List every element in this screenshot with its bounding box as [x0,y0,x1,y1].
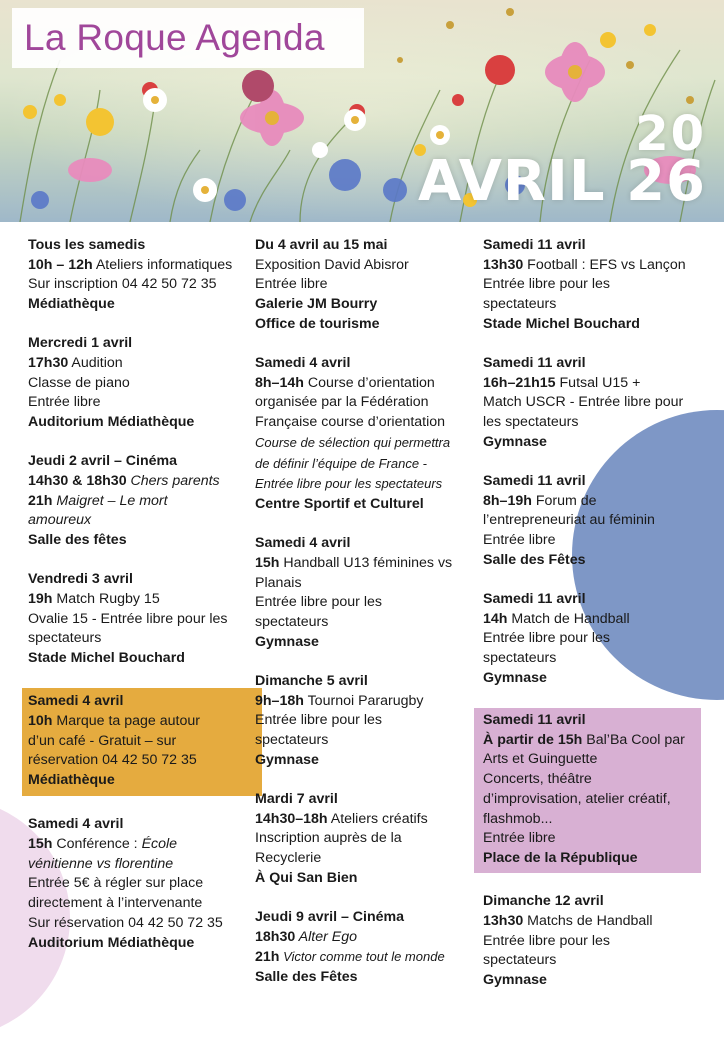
event-italic-text: Maigret – Le mort [52,492,168,509]
event-text: Concerts, théâtre [483,771,592,788]
event-italic-text: Entrée libre pour les spectateurs [255,476,443,492]
event-strong-text: Mercredi 1 avril [28,335,133,352]
event-text: Entrée libre [255,276,328,293]
event-strong-text: Gymnase [255,633,319,650]
event-strong-text: 16h–21h15 [483,374,556,391]
event-text: Conférence : [52,836,142,853]
event-strong-text: Salle des Fêtes [255,969,358,985]
event-text: réservation 04 42 50 72 35 [28,752,197,769]
event-line [28,751,262,771]
agenda-event [483,236,705,335]
event-strong-text: 14h30 & 18h30 [28,473,127,490]
event-text: Futsal U15 + [555,374,641,391]
event-strong-text: 13h30 [483,912,524,929]
event-strong-text: Gymnase [255,751,319,768]
event-strong-text: 10h – 12h [28,256,93,273]
event-strong-text: Dimanche 12 avril [483,893,604,910]
event-line [483,810,701,830]
event-line [483,354,705,374]
event-line [255,315,477,335]
event-line [483,275,705,295]
agenda-event [483,472,705,571]
event-text: Sur inscription 04 42 50 72 35 [28,276,217,293]
event-line [483,912,705,932]
event-line [28,354,250,374]
event-line [483,413,705,433]
event-line [255,295,477,315]
event-text: Course d’orientation [303,374,435,391]
event-line [28,236,250,256]
event-line [28,295,250,315]
event-line [255,869,477,889]
event-line [483,433,705,453]
event-line [28,855,250,875]
event-text: Entrée libre [483,830,556,847]
agenda-event [28,334,250,433]
event-line [255,236,477,256]
event-text: Entrée libre pour les [483,276,610,293]
event-line [483,236,705,256]
event-text: l’entrepreneuriat au féminin [483,512,655,529]
event-strong-text: 10h [28,713,53,730]
event-text: Exposition David Abisror [255,256,409,273]
event-line [255,731,477,751]
event-line [255,947,477,968]
event-line [255,633,477,653]
event-line [255,810,477,830]
event-line [255,534,477,554]
event-text: spectateurs [483,296,557,313]
event-text: Française course d’orientation [255,414,446,431]
event-line [255,751,477,771]
event-line [255,613,477,633]
event-line [255,928,477,948]
event-line [483,892,705,912]
event-italic-text: vénitienne vs florentine [28,855,174,872]
event-line [28,894,250,914]
event-text: organisée par la Fédération [255,394,429,411]
event-strong-text: 18h30 [255,928,296,945]
event-strong-text: Stade Michel Bouchard [483,315,640,332]
event-italic-text: amoureux [28,512,92,529]
event-strong-text: 13h30 [483,256,524,273]
event-line [483,629,705,649]
event-line [483,551,705,571]
event-italic-text: Chers parents [126,473,220,490]
event-line [255,711,477,731]
event-line [28,511,250,531]
event-line [255,354,477,374]
event-line [255,474,477,495]
event-line [28,590,250,610]
event-line [255,593,477,613]
event-line [28,610,250,630]
event-strong-text: Médiathèque [28,296,115,313]
event-text: Ateliers informatiques [92,256,233,273]
event-text: Audition [68,355,123,372]
event-text: spectateurs [28,630,102,647]
event-text: flashmob... [483,810,553,827]
event-line [483,590,705,610]
event-strong-text: Dimanche 5 avril [255,672,368,689]
event-strong-text: Samedi 4 avril [255,355,351,372]
event-strong-text: Salle des Fêtes [483,551,586,568]
event-text: Recyclerie [255,849,322,866]
agenda-column-3 [483,236,705,1010]
event-line [28,492,250,512]
event-line [255,495,477,515]
event-text: Match de Handball [507,610,630,627]
event-text: Marque ta page autour [52,713,200,730]
event-text: d’improvisation, atelier créatif, [483,790,671,807]
event-line [28,874,250,894]
event-line [28,934,250,954]
event-text: Entrée libre [28,394,101,411]
event-line [28,472,250,492]
event-text: spectateurs [483,952,557,969]
event-strong-text: 8h–19h [483,492,532,509]
event-text: Handball U13 féminines vs [279,554,453,571]
event-line [28,275,250,295]
event-line [255,790,477,810]
month-label: AVRIL [418,149,606,214]
event-strong-text: Place de la République [483,849,638,866]
agenda-event [255,908,477,988]
event-text: Entrée libre [483,532,556,549]
event-line [255,692,477,712]
event-text: Match Rugby 15 [52,591,160,608]
event-text: les spectateurs [483,414,579,431]
event-line [28,452,250,472]
event-strong-text: Office de tourisme [255,315,380,332]
event-strong-text: 21h [255,949,280,966]
event-text: Forum de [531,492,597,509]
event-strong-text: Auditorium Médiathèque [28,934,195,951]
agenda-event [255,790,477,889]
event-line [28,256,250,276]
event-strong-text: Tous les samedis [28,237,146,253]
event-text: spectateurs [255,613,329,630]
event-strong-text: Gymnase [483,972,547,988]
title-box [12,8,364,68]
event-strong-text: Samedi 4 avril [255,535,351,552]
event-line [255,968,477,988]
event-line [483,610,705,630]
event-strong-text: 14h [483,610,508,627]
event-text: spectateurs [483,650,557,667]
event-line [483,295,705,315]
event-strong-text: Du 4 avril au 15 mai [255,237,388,253]
event-line [483,492,705,512]
event-strong-text: Gymnase [483,433,547,450]
agenda-event [483,892,705,991]
event-strong-text: Vendredi 3 avril [28,571,133,588]
event-line [255,413,477,433]
event-text: Entrée 5€ à régler sur place [28,875,204,892]
event-italic-text: Victor comme tout le monde [279,949,445,965]
event-line [255,574,477,594]
agenda-event [28,452,250,551]
agenda-event [255,236,477,335]
event-line [483,790,701,810]
event-text: Entrée libre pour les [255,712,382,729]
event-strong-text: Samedi 4 avril [28,816,124,833]
event-strong-text: Samedi 11 avril [483,355,586,372]
event-line [28,712,262,732]
event-line [483,511,705,531]
event-italic-text: Course de sélection qui permettra [255,434,451,450]
event-text: Match USCR - Entrée libre pour [483,394,684,411]
event-strong-text: 14h30–18h [255,810,328,827]
event-strong-text: Samedi 11 avril [483,591,586,608]
year-bottom: 26 [626,149,706,214]
event-line [28,570,250,590]
event-line [483,374,705,394]
event-strong-text: 17h30 [28,355,69,372]
agenda-event [28,815,250,953]
event-line [255,393,477,413]
event-line [255,672,477,692]
event-strong-text: Samedi 4 avril [28,693,124,710]
event-line [28,835,250,855]
event-strong-text: Médiathèque [28,772,115,789]
event-line [483,531,705,551]
event-line [255,275,477,295]
agenda-event [483,590,705,689]
event-strong-text: Samedi 11 avril [483,712,586,729]
event-line [28,393,250,413]
event-strong-text: Salle des fêtes [28,532,127,549]
event-strong-text: Jeudi 2 avril – Cinéma [28,453,178,470]
event-line [255,908,477,928]
event-text: Bal’Ba Cool par [582,731,685,748]
event-strong-text: Samedi 11 avril [483,237,586,253]
agenda-event [483,354,705,453]
agenda-column-2 [255,236,477,1007]
event-strong-text: 21h [28,492,53,509]
agenda-event [28,236,250,315]
event-line [483,315,705,335]
event-line [483,649,705,669]
event-line [28,692,262,712]
event-strong-text: Stade Michel Bouchard [28,650,185,667]
page-title: La Roque Agenda [24,17,325,58]
agenda-event [255,672,477,771]
event-line [28,413,250,433]
event-strong-text: 19h [28,591,53,608]
event-line [28,531,250,551]
agenda-event [255,534,477,652]
agenda-event [28,570,250,669]
event-line [483,932,705,952]
event-line [483,951,705,971]
event-italic-text: Alter Ego [295,928,358,945]
event-strong-text: 9h–18h [255,692,304,709]
event-text: Entrée libre pour les [255,594,382,611]
highlighted-event [22,688,262,796]
event-text: Inscription auprès de la [255,830,402,847]
event-strong-text: À Qui San Bien [255,869,358,886]
event-text: directement à l’intervenante [28,895,203,912]
event-line [28,771,262,791]
event-line [255,256,477,276]
event-strong-text: Samedi 11 avril [483,473,586,490]
event-strong-text: 15h [255,554,280,571]
event-line [28,815,250,835]
event-strong-text: 15h [28,836,53,853]
event-strong-text: Jeudi 9 avril – Cinéma [255,908,405,925]
event-text: Tournoi Pararugby [303,692,424,709]
highlighted-event [474,708,701,873]
event-line [28,914,250,934]
event-italic-text: de définir l’équipe de France - [255,455,427,471]
event-strong-text: Galerie JM Bourry [255,296,378,313]
event-line [255,829,477,849]
event-line [28,649,250,669]
event-line [255,554,477,574]
event-strong-text: Auditorium Médiathèque [28,414,195,431]
event-line [483,829,701,849]
agenda-event [255,354,477,515]
event-text: Classe de piano [28,374,130,391]
event-line [255,374,477,394]
event-strong-text: 8h–14h [255,374,304,391]
event-line [483,472,705,492]
year-top: 20 [635,106,706,162]
event-line [483,393,705,413]
event-text: Planais [255,574,302,591]
event-strong-text: À partir de 15h [483,731,583,748]
event-line [483,256,705,276]
event-text: spectateurs [255,731,329,748]
event-text: Entrée libre pour les [483,630,610,647]
event-text: Matchs de Handball [523,912,653,929]
event-strong-text: Gymnase [483,669,547,686]
event-line [255,849,477,869]
date-block [418,106,706,214]
event-text: Arts et Guinguette [483,751,598,768]
event-strong-text: Centre Sportif et Culturel [255,495,424,512]
event-text: d’un café - Gratuit – sur [28,732,177,749]
event-text: Ateliers créatifs [327,810,428,827]
event-text: Ovalie 15 - Entrée libre pour les [28,610,228,627]
agenda-column-1 [28,236,250,973]
event-line [28,334,250,354]
event-line [483,731,701,751]
header-banner [0,0,724,222]
event-line [483,971,705,991]
month-line [418,149,706,214]
event-line [483,711,701,731]
event-text: Football : EFS vs Lançon [523,256,686,273]
event-line [28,374,250,394]
event-line [483,750,701,770]
event-line [28,629,250,649]
event-line [28,732,262,752]
event-text: Sur réservation 04 42 50 72 35 [28,914,223,931]
event-line [255,454,477,475]
event-line [483,669,705,689]
event-line [255,433,477,454]
event-line [483,849,701,869]
event-text: Entrée libre pour les [483,932,610,949]
event-strong-text: Mardi 7 avril [255,790,338,807]
event-line [483,770,701,790]
event-italic-text: École [141,836,178,853]
